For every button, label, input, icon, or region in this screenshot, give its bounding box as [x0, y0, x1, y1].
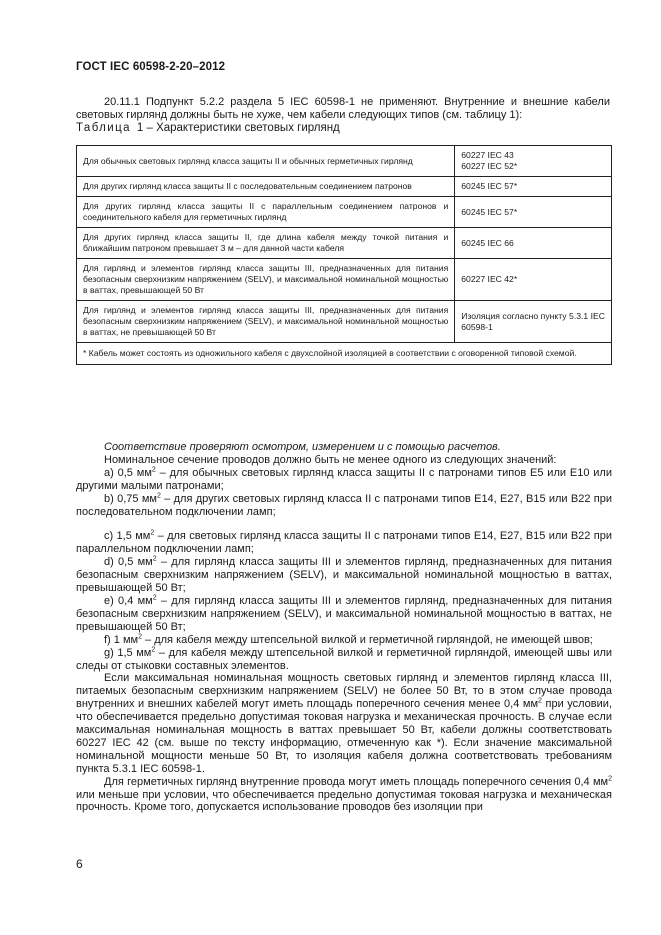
table-cell-cable-type: Изоляция согласно пункту 5.3.1 IEC 60598-1	[455, 301, 612, 343]
table-footnote: * Кабель может состоять из одножильного кабеля с двухслойной изоляцией в соответствии с оговоренной типовой схемой.	[77, 343, 612, 365]
table-cell-description: Для других гирлянд класса защиты II с параллельным соединением патронов и соединительного кабеля для герметичных гирлянд	[77, 197, 455, 228]
selv-paragraph-rest: при условии, что обеспечивается предельно допустимая токовая нагрузка и механическая прочность. В случае если максимальная номинальная мощность в ваттах превышает 50 Вт, кабели должны соответствовать 60227 IEC 42 (см. выше по тексту информацию, отмеченную как *). Если значение максимальной номинальной мощности меньше 50 Вт, то изоляция кабеля должна соответствовать требованиям пункта 5.3.1 IEC 60598-1.	[76, 698, 612, 775]
selv-paragraph-text: Если максимальная номинальная мощность световых гирлянд и элементов гирлянд класса III, питаемых безопасным сверхнизким напряжением (SELV) не более 50 Вт, то в этом случае провода внутренних и внешних кабелей могут иметь площадь поперечного сечения менее 0,4 мм	[76, 672, 612, 711]
list-item-g-rest: – для кабеля между штепсельной вилкой и герметичной гирляндой, имеющей швы или следы от стыковки составных элементов.	[76, 646, 613, 672]
table-caption-label: Таблица	[76, 122, 131, 134]
list-item-f	[76, 634, 612, 647]
list-item-c	[76, 530, 612, 556]
sealed-garland-text: Для герметичных гирлянд внутренние провода могут иметь площадь поперечного сечения 0,4 мм	[104, 775, 609, 788]
document-header: ГОСТ IEC 60598-2-20–2012	[76, 61, 226, 73]
list-item-b	[76, 493, 612, 519]
cable-type-line: 60227 IEC 43 60227 IEC 52*	[461, 150, 518, 171]
page-number: 6	[76, 857, 83, 871]
table-cell-description: Для других гирлянд класса защиты II, где длина кабеля между точкой питания и ближайшим патроном превышает 3 м – для данной части кабеля	[77, 228, 455, 259]
table-cell-description: Для других гирлянд класса защиты II с последовательным соединением патронов	[77, 177, 455, 197]
list-item-e-text: e) 0,4 мм	[104, 594, 153, 607]
table-row	[77, 197, 612, 228]
superscript: 2	[138, 633, 142, 641]
sealed-garland-paragraph	[76, 776, 612, 815]
list-item-d-rest: – для гирлянд класса защиты III и элементов гирлянд, предназначенных для питания безопасным сверхнизким напряжением (SELV), и максимальной номинальной мощностью в ваттах, превышающей 50 Вт;	[76, 556, 612, 595]
table-cell-description: Для гирлянд и элементов гирлянд класса защиты III, предназначенных для питания безопасным сверхнизким напряжением (SELV), и максимальной номинальной мощностью в ваттах, превышающей 50 Вт	[77, 259, 455, 301]
requirements-intro: Номинальное сечение проводов должно быть не менее одного из следующих значений:	[104, 453, 557, 466]
table-caption-title: 1 – Характеристики световых гирлянд	[136, 122, 340, 134]
list-item-g	[76, 647, 612, 673]
table-footnote-row	[77, 343, 612, 365]
list-item-a	[76, 467, 612, 493]
list-item-b-text: b) 0,75 мм	[104, 492, 157, 505]
table-caption	[76, 122, 340, 134]
table-row	[77, 228, 612, 259]
sealed-garland-rest: или меньше при условии, что обеспечивается предельно допустимая токовая нагрузка и механическая прочность. Кроме того, допускается использование проводов без изоляции при	[76, 788, 612, 814]
superscript: 2	[151, 466, 156, 474]
table-row	[77, 301, 612, 343]
intro-text: 20.11.1 Подпункт 5.2.2 раздела 5 IEC 60598-1 не применяют. Внутренние и внешние кабели световых гирлянд должны быть не хуже, чем кабели следующих типов (см. таблицу 1):	[76, 96, 610, 121]
selv-paragraph	[76, 672, 612, 775]
superscript: 2	[152, 594, 157, 602]
superscript: 2	[156, 491, 161, 499]
list-item-a-text: a) 0,5 мм	[104, 466, 152, 479]
superscript: 2	[151, 645, 156, 653]
table-row	[77, 259, 612, 301]
table-cell-description: Для гирлянд и элементов гирлянд класса защиты III, предназначенных для питания безопасным сверхнизким напряжением (SELV), и максимальной номинальной мощностью в ваттах, не превышающей 50 Вт	[77, 301, 455, 343]
body-text	[76, 441, 612, 814]
list-item-d	[76, 556, 612, 595]
table-cell-cable-type: 60227 IEC 42*	[455, 259, 612, 301]
list-item-a-rest: – для обычных световых гирлянд класса защиты II с патронами типов Е5 или Е10 или другими малыми патронами;	[76, 466, 612, 492]
list-item-c-rest: – для световых гирлянд класса защиты II с патронами типов Е14, Е27, В15 или В22 при параллельном подключении ламп;	[76, 530, 612, 556]
list-item-e-rest: – для гирлянд класса защиты III и элементов гирлянд, предназначенных для питания безопасным сверхнизким напряжением (SELV), и максимальной номинальной мощностью в ваттах, не превышающей 50 Вт;	[76, 594, 612, 633]
table-row	[77, 146, 612, 177]
list-item-b-rest: – для других световых гирлянд класса II с патронами типов Е14, Е27, В15 или В22 при последовательном подключении ламп;	[76, 492, 612, 518]
table-row	[77, 177, 612, 197]
superscript: 2	[150, 529, 155, 537]
table-cell-cable-type: 60245 IEC 66	[455, 228, 612, 259]
verification-paragraph: Соответствие проверяют осмотром, измерением и с помощью расчетов.	[104, 441, 501, 453]
list-item-g-text: g) 1,5 мм	[104, 646, 152, 659]
superscript: 2	[608, 775, 612, 782]
table-cell-cable-type: 60245 IEC 57*	[455, 197, 612, 228]
superscript: 2	[152, 555, 157, 563]
superscript: 2	[538, 697, 542, 705]
list-item-e	[76, 595, 612, 634]
list-item-f-text: f) 1 мм	[104, 633, 139, 646]
list-item-c-text: c) 1,5 мм	[104, 530, 151, 543]
cable-spec-table	[76, 145, 612, 365]
table-cell-description: Для обычных световых гирлянд класса защиты II и обычных герметичных гирлянд	[77, 146, 455, 177]
table-cell-cable-type	[455, 146, 612, 177]
list-item-d-text: d) 0,5 мм	[104, 556, 153, 569]
table-cell-cable-type: 60245 IEC 57*	[455, 177, 612, 197]
intro-paragraph	[76, 96, 610, 122]
list-item-f-rest: – для кабеля между штепсельной вилкой и герметичной гирляндой, не имеющей швов;	[141, 633, 593, 646]
